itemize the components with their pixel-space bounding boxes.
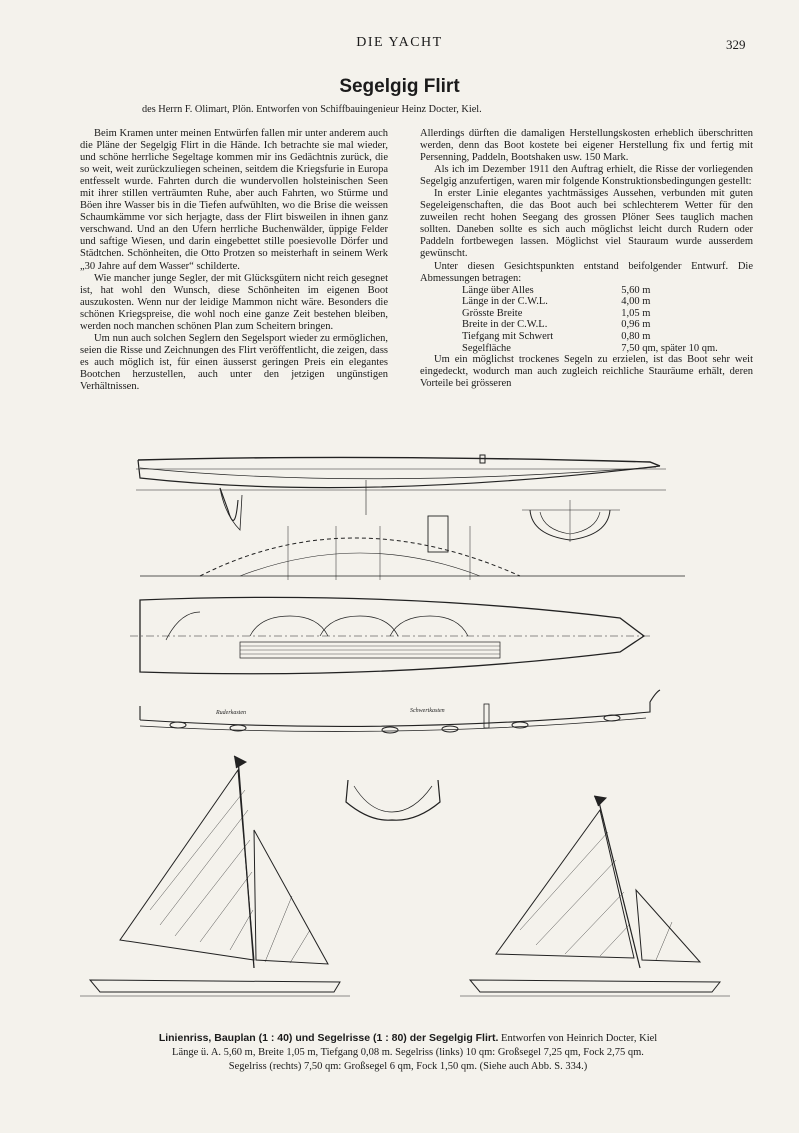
dimension-label: Länge über Alles xyxy=(462,284,534,296)
paragraph: Als ich im Dezember 1911 den Auftrag erhielt, die Risse der vorliegenden Segelgig anzufertigen, waren mir folgende Konstruktionsbedingungen gestellt: xyxy=(420,164,753,188)
centerboard-box-label: Schwertkasten xyxy=(410,708,445,714)
running-head: DIE YACHT xyxy=(356,35,443,50)
sail-plan-right xyxy=(460,796,730,996)
article-title: Segelgig Flirt xyxy=(339,76,460,97)
body-plan xyxy=(522,500,620,542)
dimension-value: 7,50 qm, später 10 qm. xyxy=(621,342,718,354)
paragraph: In erster Linie elegantes yachtmässiges Aussehen, verbunden mit guten Segeleigenschaften, die das Boot auch bei schlechterem Wetter für den zuweilen recht hohen Seegang des grossen Plöner Sees tauglich machen sollten. Daneben sollte es sich auch möglichst leicht durch Rudern oder Paddeln fortbewegen lassen. Möglichst viel Stauraum wurde ausserdem gewünscht. xyxy=(420,188,753,260)
paragraph: Allerdings dürften die damaligen Herstellungskosten erheblich überschritten werden, denn das Boot kostete bei eigener Herstellung fix und fertig mit Persenning, Paddeln, Bootshaken usw. 150 Mark. xyxy=(420,128,753,164)
dimension-label: Segelfläche xyxy=(462,342,511,354)
profile-view xyxy=(136,455,666,530)
dimension-value: 0,80 m xyxy=(621,330,651,342)
paragraph: Um ein möglichst trockenes Segeln zu erzielen, ist das Boot sehr weit eingedeckt, wodurch man auch zugleich reichliche Stauräume erhält, deren Vorteile bei grösseren xyxy=(420,354,753,390)
dimension-value: 4,00 m xyxy=(621,296,651,308)
caption-credit: Entworfen von Heinrich Docter, Kiel xyxy=(498,1033,658,1044)
caption-line-3: Segelriss (rechts) 7,50 qm: Großsegel 6 qm, Fock 1,50 qm. (Siehe auch Abb. S. 334.) xyxy=(228,1061,588,1072)
deck-plan xyxy=(130,597,650,673)
dimension-row xyxy=(462,319,718,331)
dimensions-table xyxy=(462,285,718,355)
dimension-value: 0,96 m xyxy=(621,319,651,331)
left-column xyxy=(80,128,388,393)
page-number: 329 xyxy=(726,37,746,52)
caption-line-1 xyxy=(88,1031,728,1046)
paragraph: Unter diesen Gesichtspunkten entstand beifolgender Entwurf. Die Abmessungen betragen: xyxy=(420,260,753,284)
dimension-value: 5,60 m xyxy=(621,284,651,296)
dimension-row xyxy=(462,331,718,343)
caption-bold: Linienriss, Bauplan (1 : 40) und Segelrisse (1 : 80) der Segelgig Flirt. xyxy=(158,1032,499,1044)
figure-caption xyxy=(88,1031,728,1074)
dimension-label: Tiefgang mit Schwert xyxy=(462,330,554,342)
dimension-value: 1,05 m xyxy=(621,307,651,319)
dimension-label: Länge in der C.W.L. xyxy=(462,296,548,308)
dimension-label: Breite in der C.W.L. xyxy=(462,319,548,331)
dimension-row xyxy=(462,343,718,355)
paragraph: Wie mancher junge Segler, der mit Glücksgütern nicht reich gesegnet ist, hat wohl den Wunsch, diese Schönheiten im eigenen Boot auszukosten. Wenn nur der leidige Mammon nicht wäre. Besonders die schönen Kriegspreise, die wohl noch eine ganze Zeit bestehen bleiben, werden noch manchen schönen Plan zum Scheitern bringen. xyxy=(80,272,388,332)
dimension-row xyxy=(462,296,718,308)
paragraph: Um nun auch solchen Seglern den Segelsport wieder zu ermöglichen, seien die Risse und Zeichnungen des Flirt veröffentlicht, die zeigen, dass es auch möglich ist, für einen äusserst geringen Preis ein elegantes Bootchen herzustellen, auch unter den jetzigen ungünstigen Verhältnissen. xyxy=(80,332,388,392)
paragraph: Beim Kramen unter meinen Entwürfen fallen mir unter anderem auch die Pläne der Segelgig Flirt in die Hände. Ich betrachte sie mal wieder, und schöne herrliche Segeltage kommen mir ins Gedächtnis zurück, die so weit, weit zurückzuliegen scheinen, seitdem die Kriegsfurie in Europa entfesselt wurde. Fahrten durch die wundervollen holsteinischen Seen mit ihrer stillen verträumten Ruhe, aber auch Fahrten, wo Stürme und Böen ihre Wasser bis in die Tiefen aufwühlten, wo die Brise die weissen Schaumkämme vor sich herjagte, dass der Flirt bisweilen in ihnen ganz verschwand. Und an den Ufern herrliche Buchenwälder, üppige Felder und saftige Wiesen, und darin eingebettet stille poesievolle Dörfer und Städtchen. Schönheiten, die Otto Protzen so meisterhaft in seinem Werk „30 Jahre auf dem Wasser“ schilderte. xyxy=(80,128,388,272)
midship-section xyxy=(346,780,440,820)
caption-line-2: Länge ü. A. 5,60 m, Breite 1,05 m, Tiefgang 0,08 m. Segelriss (links) 10 qm: Großsegel 7,25 qm, Fock 2,75 qm. xyxy=(172,1047,644,1058)
construction-profile xyxy=(140,690,660,733)
dimension-row xyxy=(462,308,718,320)
byline: des Herrn F. Olimart, Plön. Entworfen von Schiffbauingenieur Heinz Docter, Kiel. xyxy=(142,104,482,115)
dimension-label: Grösste Breite xyxy=(462,307,523,319)
rudder-box-label: Ruderkasten xyxy=(216,710,246,716)
dimension-row xyxy=(462,285,718,297)
right-column xyxy=(420,128,753,390)
sail-plan-left xyxy=(80,756,350,996)
boat-plan-drawings xyxy=(60,440,760,1040)
